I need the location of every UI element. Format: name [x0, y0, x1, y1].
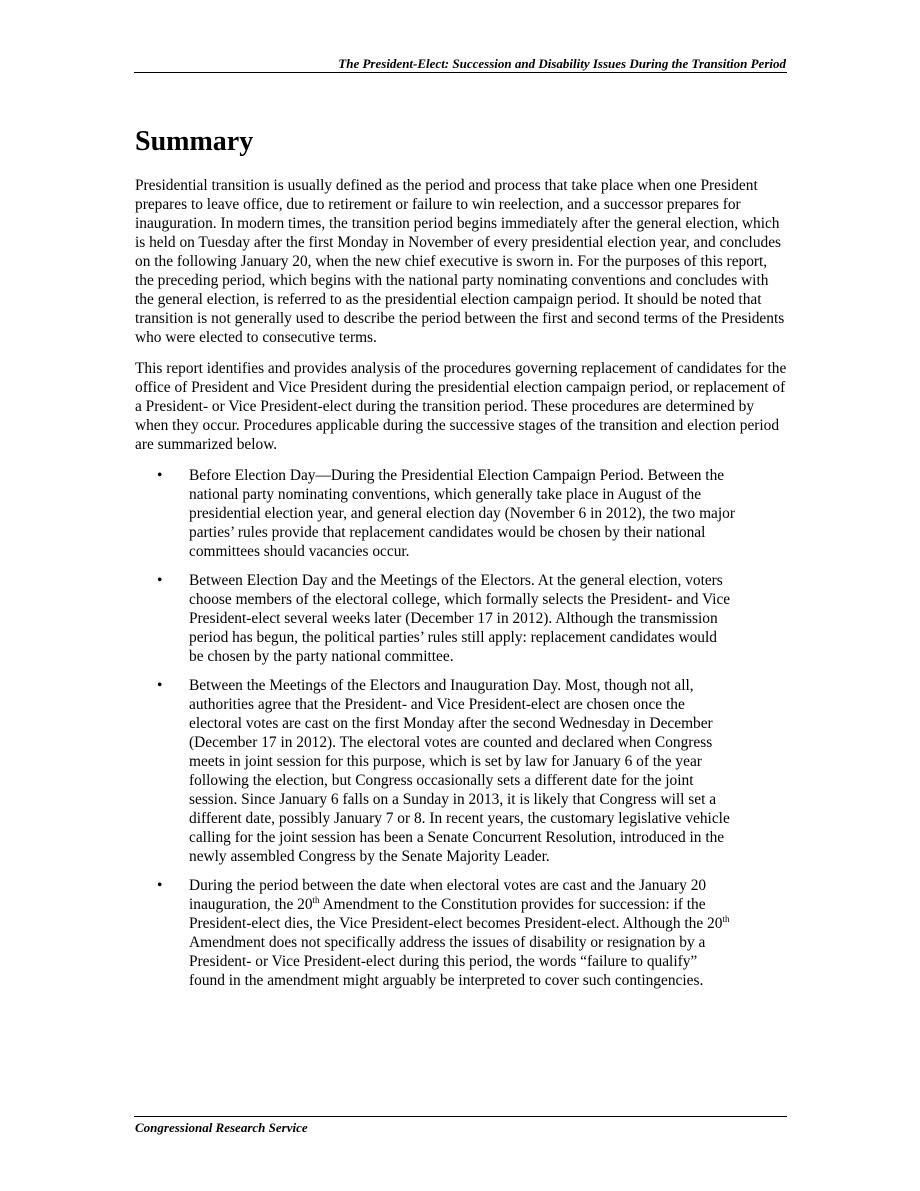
stage-bullet-list	[135, 466, 787, 990]
bullet-text-part-2: Amendment to the Constitution provides for succession: if the President-elect dies, the Vice President-elect becomes President-elect. Although the 20	[189, 896, 723, 932]
bullet-text	[189, 877, 729, 989]
bullet-icon: •	[157, 467, 163, 484]
summary-heading: Summary	[135, 126, 254, 157]
bullet-item-before-election-day	[135, 466, 735, 561]
bullet-icon: •	[157, 677, 163, 694]
bullet-icon: •	[157, 572, 163, 589]
bullet-icon: •	[157, 877, 163, 894]
running-header: The President-Elect: Succession and Disability Issues During the Transition Period	[338, 56, 786, 71]
bullet-text: Between Election Day and the Meetings of the Electors. At the general election, voters choose members of the electoral college, which formally selects the President- and Vice President-elect several weeks later (December 17 in 2012). Although the transmission period has begun, the political parties’ rules still apply: replacement candidates would be chosen by the party national committee.	[189, 572, 731, 665]
bullet-text-part-1: During the period between the date when electoral votes are cast and the January 20 inauguration, the 20	[189, 877, 707, 913]
bullet-item-electors-to-inauguration	[135, 676, 735, 866]
summary-paragraph-1: Presidential transition is usually defined as the period and process that take place when one President prepares to leave office, due to retirement or failure to win reelection, and a successor prepares for inauguration. In modern times, the transition period begins immediately after the general election, which is held on Tuesday after the first Monday in November of every presidential election year, and concludes on the following January 20, when the new chief executive is sworn in. For the purposes of this report, the preceding period, which begins with the national party nominating conventions and concludes with the general election, is referred to as the presidential election campaign period. It should be noted that transition is not generally used to describe the period between the first and second terms of the Presidents who were elected to consecutive terms.	[135, 177, 785, 346]
summary-paragraph-2: This report identifies and provides analysis of the procedures governing replacement of candidates for the office of President and Vice President during the presidential election campaign period, or replacement of a President- or Vice President-elect during the transition period. These procedures are determined by when they occur. Procedures applicable during the successive stages of the transition and election period are summarized below.	[135, 360, 787, 453]
ordinal-suffix: th	[722, 913, 730, 924]
ordinal-suffix: th	[312, 894, 320, 905]
summary-body	[135, 176, 787, 1000]
bullet-text-part-3: Amendment does not specifically address the issues of disability or resignation by a President- or Vice President-elect during this period, the words “failure to qualify” found in the amendment might arguably be interpreted to cover such contingencies.	[189, 934, 706, 989]
bullet-text: Before Election Day—During the Presidential Election Campaign Period. Between the national party nominating conventions, which generally take place in August of the presidential election year, and general election day (November 6 in 2012), the two major parties’ rules provide that replacement candidates would be chosen by their national committees should vacancies occur.	[189, 467, 735, 560]
bullet-item-20th-amendment	[135, 876, 735, 990]
header-rule	[134, 72, 787, 73]
bullet-item-election-to-electors	[135, 571, 735, 666]
bullet-text: Between the Meetings of the Electors and Inauguration Day. Most, though not all, authorities agree that the President- and Vice President-elect are chosen once the electoral votes are cast on the first Monday after the second Wednesday in December (December 17 in 2012). The electoral votes are counted and declared when Congress meets in joint session for this purpose, which is set by law for January 6 of the year following the election, but Congress occasionally sets a different date for the joint session. Since January 6 falls on a Sunday in 2013, it is likely that Congress will set a different date, possibly January 7 or 8. In recent years, the customary legislative vehicle calling for the joint session has been a Senate Concurrent Resolution, introduced in the newly assembled Congress by the Senate Majority Leader.	[189, 677, 730, 865]
footer-publisher: Congressional Research Service	[135, 1120, 308, 1135]
footer-rule	[134, 1116, 787, 1117]
